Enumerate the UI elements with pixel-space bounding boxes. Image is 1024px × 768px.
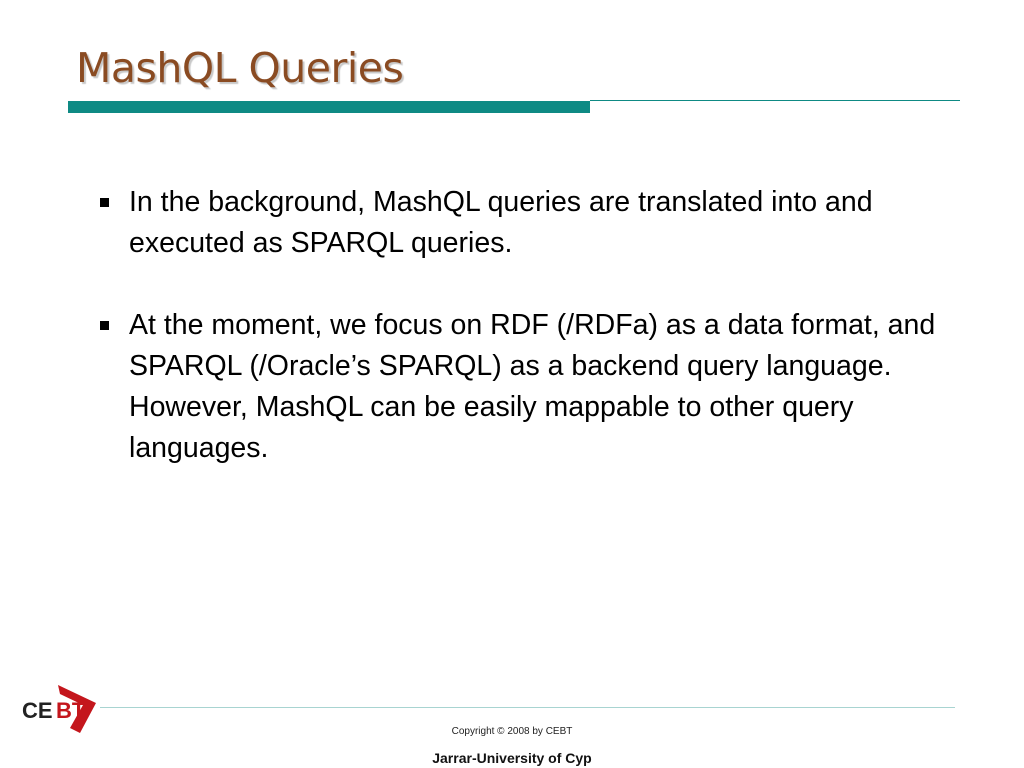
bullet-text: In the background, MashQL queries are translated into and executed as SPARQL queries. <box>129 186 873 259</box>
footer-divider <box>100 707 955 708</box>
bullet-item <box>100 182 990 264</box>
bullet-list <box>100 182 990 510</box>
copyright-text: Copyright © 2008 by CEBT <box>451 726 573 737</box>
title-underline-bar <box>68 101 590 113</box>
bullet-item <box>100 305 990 469</box>
logo-bt: BT <box>56 698 86 723</box>
square-bullet-icon <box>100 321 109 330</box>
bullet-text: At the moment, we focus on RDF (/RDFa) as a data format, and SPARQL (/Oracle’s SPARQL) as a backend query language. However, MashQL can be easily mappable to other query languages. <box>129 309 936 464</box>
title-underline-rule <box>590 100 960 101</box>
square-bullet-icon <box>100 198 109 207</box>
logo-ce: CE <box>22 698 53 723</box>
slide-title: MashQL Queries <box>76 44 404 92</box>
affiliation-text: Jarrar-University of Cyp <box>432 750 592 766</box>
